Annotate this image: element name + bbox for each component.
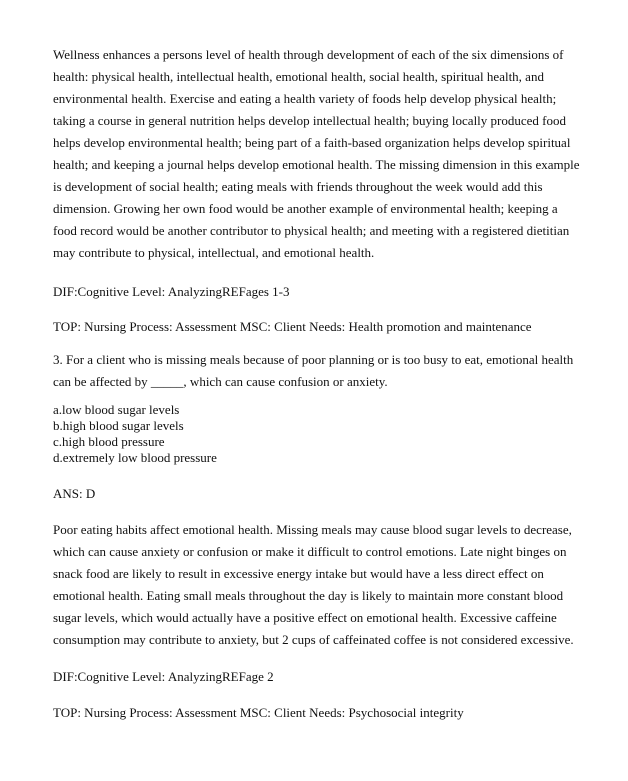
dif-line-2: DIF:Cognitive Level: AnalyzingREFage 2 — [53, 669, 274, 684]
answer-options — [53, 402, 583, 466]
document-page — [53, 44, 583, 721]
option-a: a.low blood sugar levels — [53, 402, 180, 417]
question-3: 3. For a client who is missing meals because of poor planning or is too busy to eat, emotional health can be affected by _____, which can cause confusion or anxiety. — [53, 352, 574, 389]
top-line-1: TOP: Nursing Process: Assessment MSC: Client Needs: Health promotion and maintenance — [53, 319, 532, 334]
option-d: d.extremely low blood pressure — [53, 450, 217, 465]
answer-line: ANS: D — [53, 486, 96, 501]
rationale-paragraph-emotional: Poor eating habits affect emotional health. Missing meals may cause blood sugar levels to decrease, which can cause anxiety or confusion or make it difficult to control emotions. Late night binges on snack food are likely to result in excessive energy intake but would have a less direct effect on emotional health. Eating small meals throughout the day is likely to maintain more constant blood sugar levels, which would actually have a positive effect on emotional health. Excessive caffeine consumption may contribute to anxiety, but 2 cups of caffeinated coffee is not considered excessive. — [53, 522, 574, 647]
top-line-2: TOP: Nursing Process: Assessment MSC: Client Needs: Psychosocial integrity — [53, 705, 464, 720]
rationale-paragraph-wellness: Wellness enhances a persons level of health through development of each of the six dimensions of health: physical health, intellectual health, emotional health, social health, spiritual health, and environmental health. Exercise and eating a health variety of foods help develop physical health; taking a course in general nutrition helps develop intellectual health; buying locally produced food helps develop environmental health; being part of a faith-based organization helps develop spiritual health; and keeping a journal helps develop emotional health. The missing dimension in this example is development of social health; eating meals with friends throughout the week would add this dimension. Growing her own food would be another example of environmental health; keeping a food record would be another contributor to physical health; and meeting with a registered dietitian may contribute to physical, intellectual, and emotional health. — [53, 47, 580, 260]
option-b: b.high blood sugar levels — [53, 418, 184, 433]
option-c: c.high blood pressure — [53, 434, 165, 449]
dif-line-1: DIF:Cognitive Level: AnalyzingREFages 1-3 — [53, 284, 290, 299]
